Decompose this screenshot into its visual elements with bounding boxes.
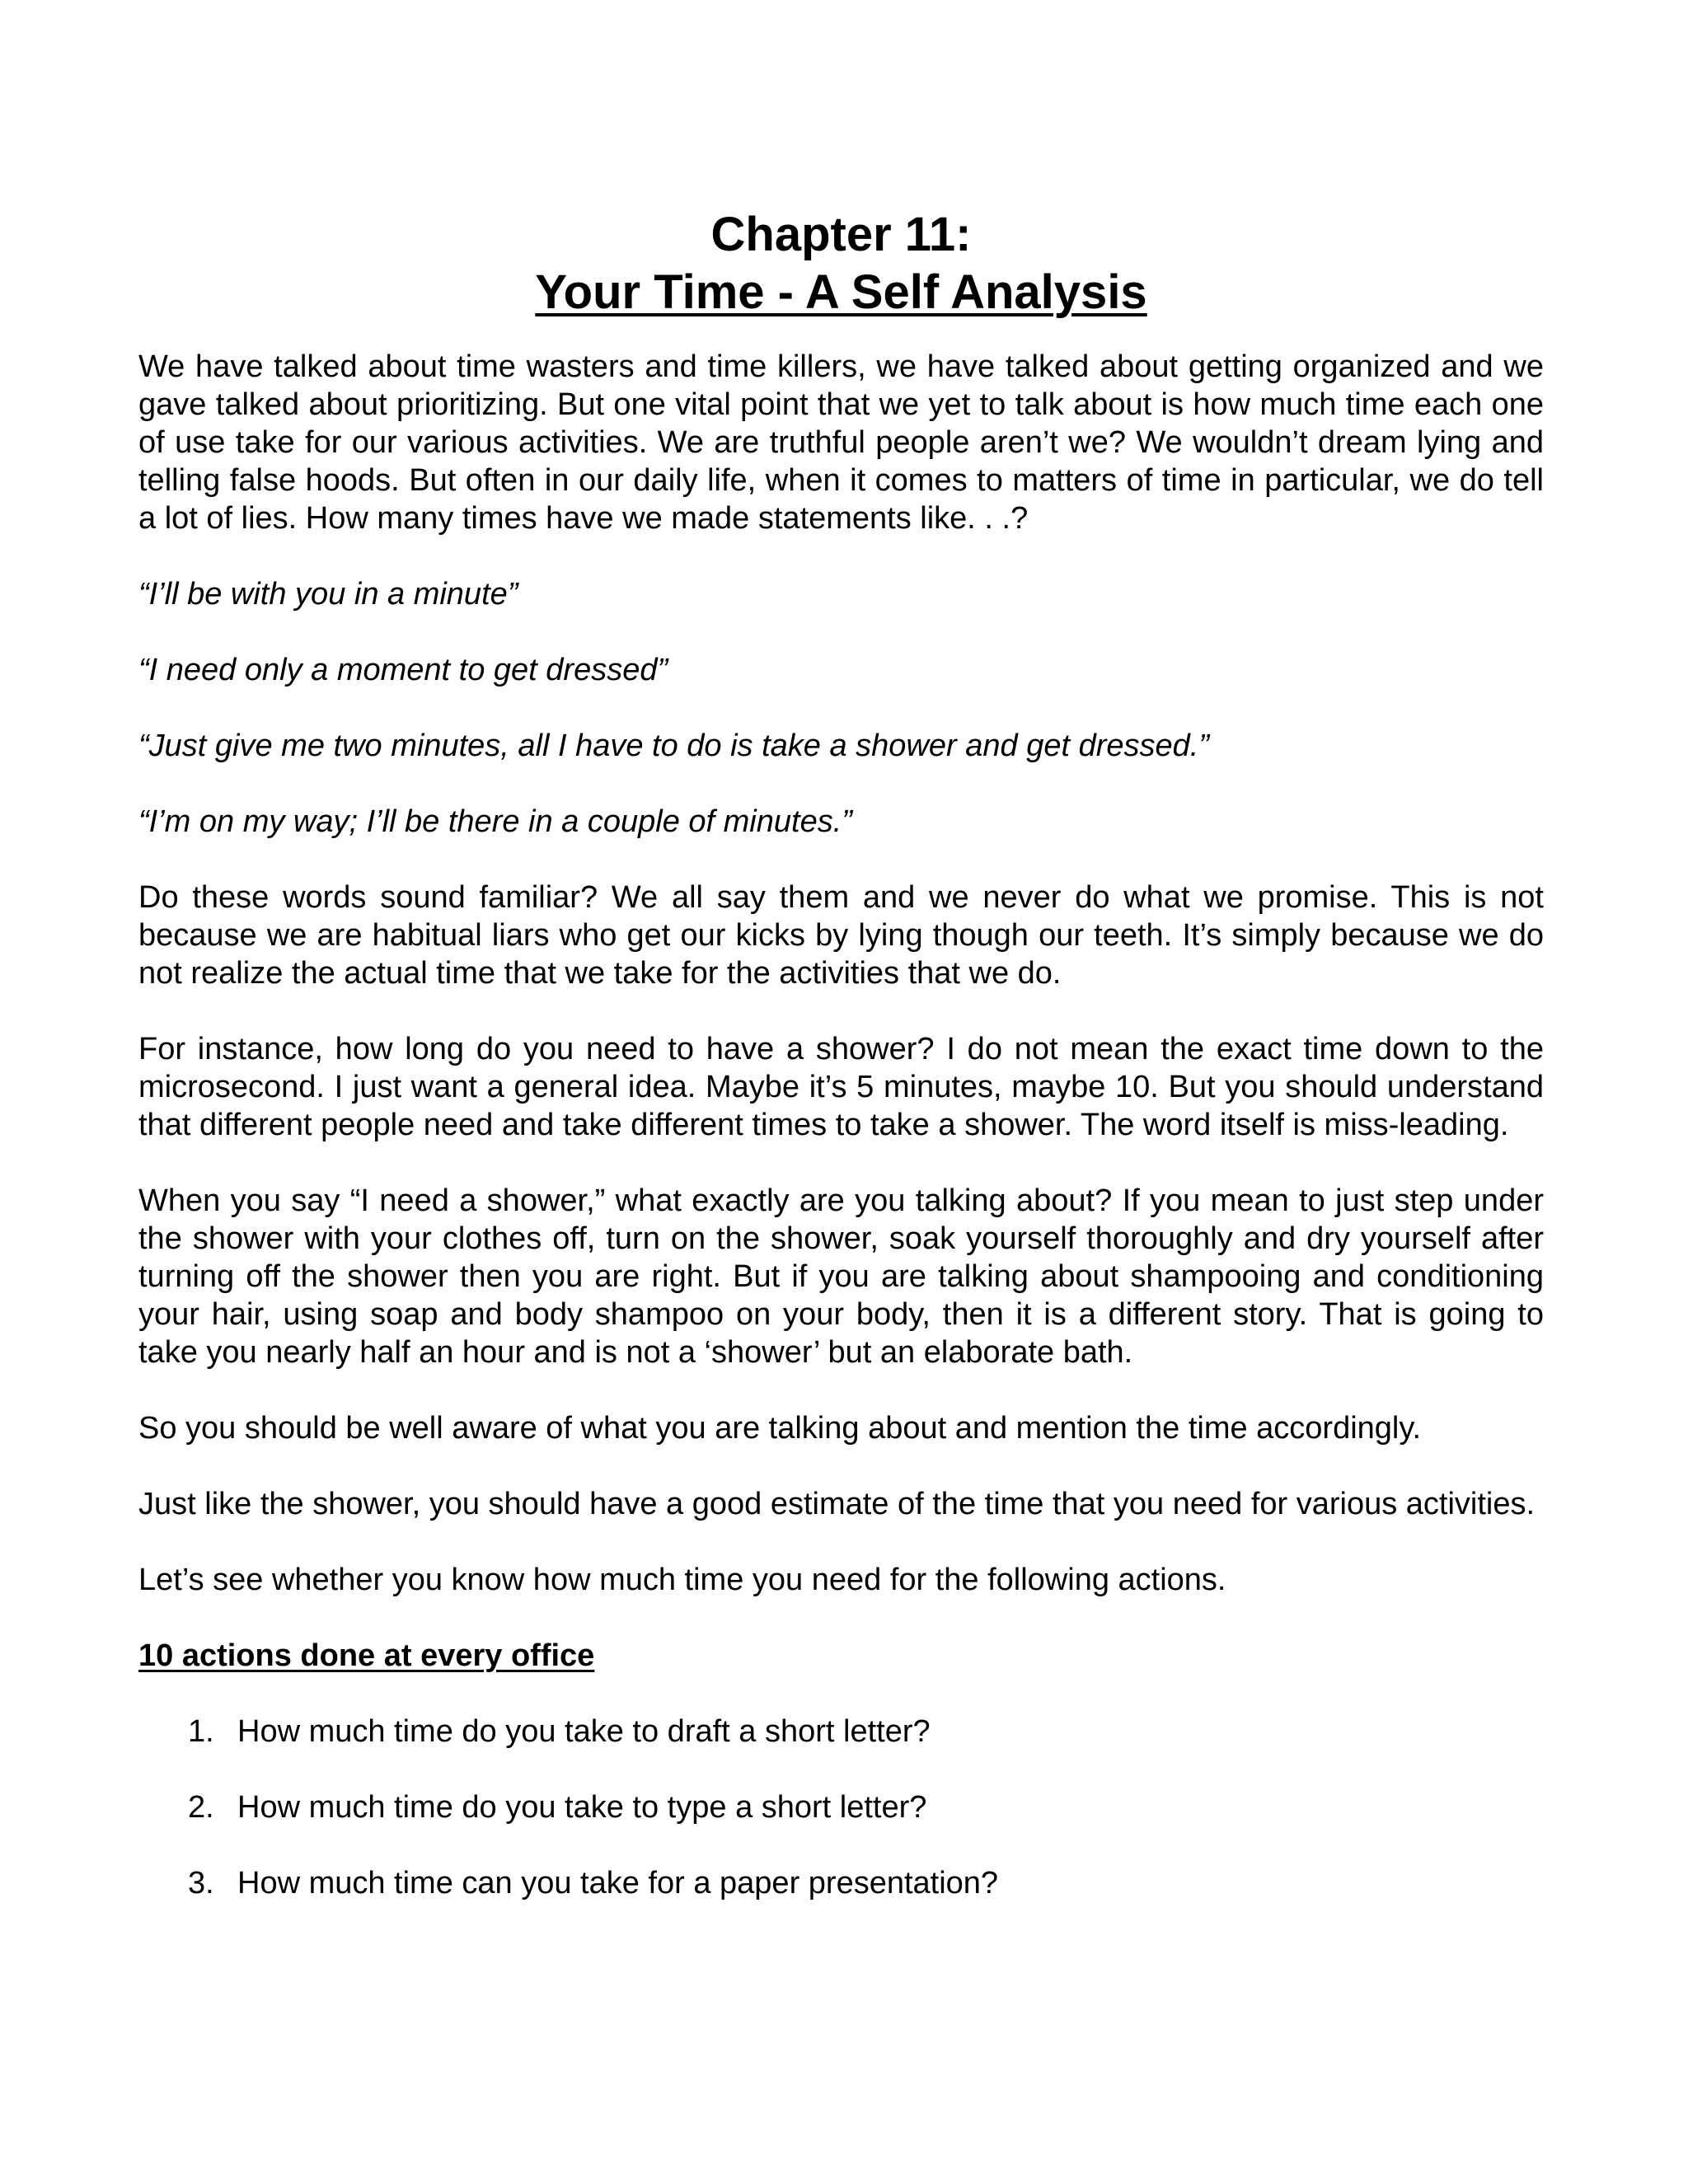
list-item-text: How much time do you take to draft a short letter? xyxy=(237,1714,931,1749)
list-item-number: 1. xyxy=(188,1714,214,1749)
list-item xyxy=(188,1864,1544,1902)
list-item xyxy=(188,1788,1544,1826)
quote-2: “I need only a moment to get dressed” xyxy=(138,653,668,687)
quote-3: “Just give me two minutes, all I have to do is take a shower and get dressed.” xyxy=(138,729,1209,763)
list-item-text: How much time do you take to type a short letter? xyxy=(237,1790,927,1825)
shower-meaning-paragraph: When you say “I need a shower,” what exactly are you talking about? If you mean to just step under the shower with your clothes off, turn on the shower, soak yourself thoroughly and dry yourself after turning off the shower then you are right. But if you are talking about shampooing and conditioning your hair, using soap and body shampoo on your body, then it is a different story. That is going to take you nearly half an hour and is not a ‘shower’ but an elaborate bath. xyxy=(138,1183,1544,1370)
list-item-number: 2. xyxy=(188,1790,214,1825)
document-page xyxy=(138,206,1544,1940)
chapter-number: Chapter 11: xyxy=(710,208,972,261)
quote-1: “I’ll be with you in a minute” xyxy=(138,577,518,612)
section-heading: 10 actions done at every office xyxy=(138,1638,595,1673)
list-item-text: How much time can you take for a paper presentation? xyxy=(237,1866,999,1900)
chapter-subtitle: Your Time - A Self Analysis xyxy=(535,265,1147,319)
list-item xyxy=(188,1713,1544,1750)
estimate-paragraph: Just like the shower, you should have a good estimate of the time that you need for various activities. xyxy=(138,1487,1536,1521)
actions-intro-paragraph: Let’s see whether you know how much time you need for the following actions. xyxy=(138,1563,1226,1597)
quote-4: “I’m on my way; I’ll be there in a couple of minutes.” xyxy=(138,804,852,839)
familiar-words-paragraph: Do these words sound familiar? We all say them and we never do what we promise. This is not because we are habitual liars who get our kicks by lying though our teeth. It’s simply because we do not realize the actual time that we take for the activities that we do. xyxy=(138,880,1544,991)
shower-time-paragraph: For instance, how long do you need to have a shower? I do not mean the exact time down to the microsecond. I just want a general idea. Maybe it’s 5 minutes, maybe 10. But you should understand that different people need and take different times to take a shower. The word itself is miss-leading. xyxy=(138,1032,1544,1142)
intro-paragraph: We have talked about time wasters and time killers, we have talked about getting organized and we gave talked about prioritizing. But one vital point that we yet to talk about is how much time each one of use take for our various activities. We are truthful people aren’t we? We wouldn’t dream lying and telling false hoods. But often in our daily life, when it comes to matters of time in particular, we do tell a lot of lies. How many times have we made statements like. . .? xyxy=(138,349,1544,536)
awareness-paragraph: So you should be well aware of what you are talking about and mention the time accordingly. xyxy=(138,1411,1422,1446)
actions-list xyxy=(138,1713,1544,1902)
list-item-number: 3. xyxy=(188,1866,214,1900)
chapter-title xyxy=(138,206,1544,321)
